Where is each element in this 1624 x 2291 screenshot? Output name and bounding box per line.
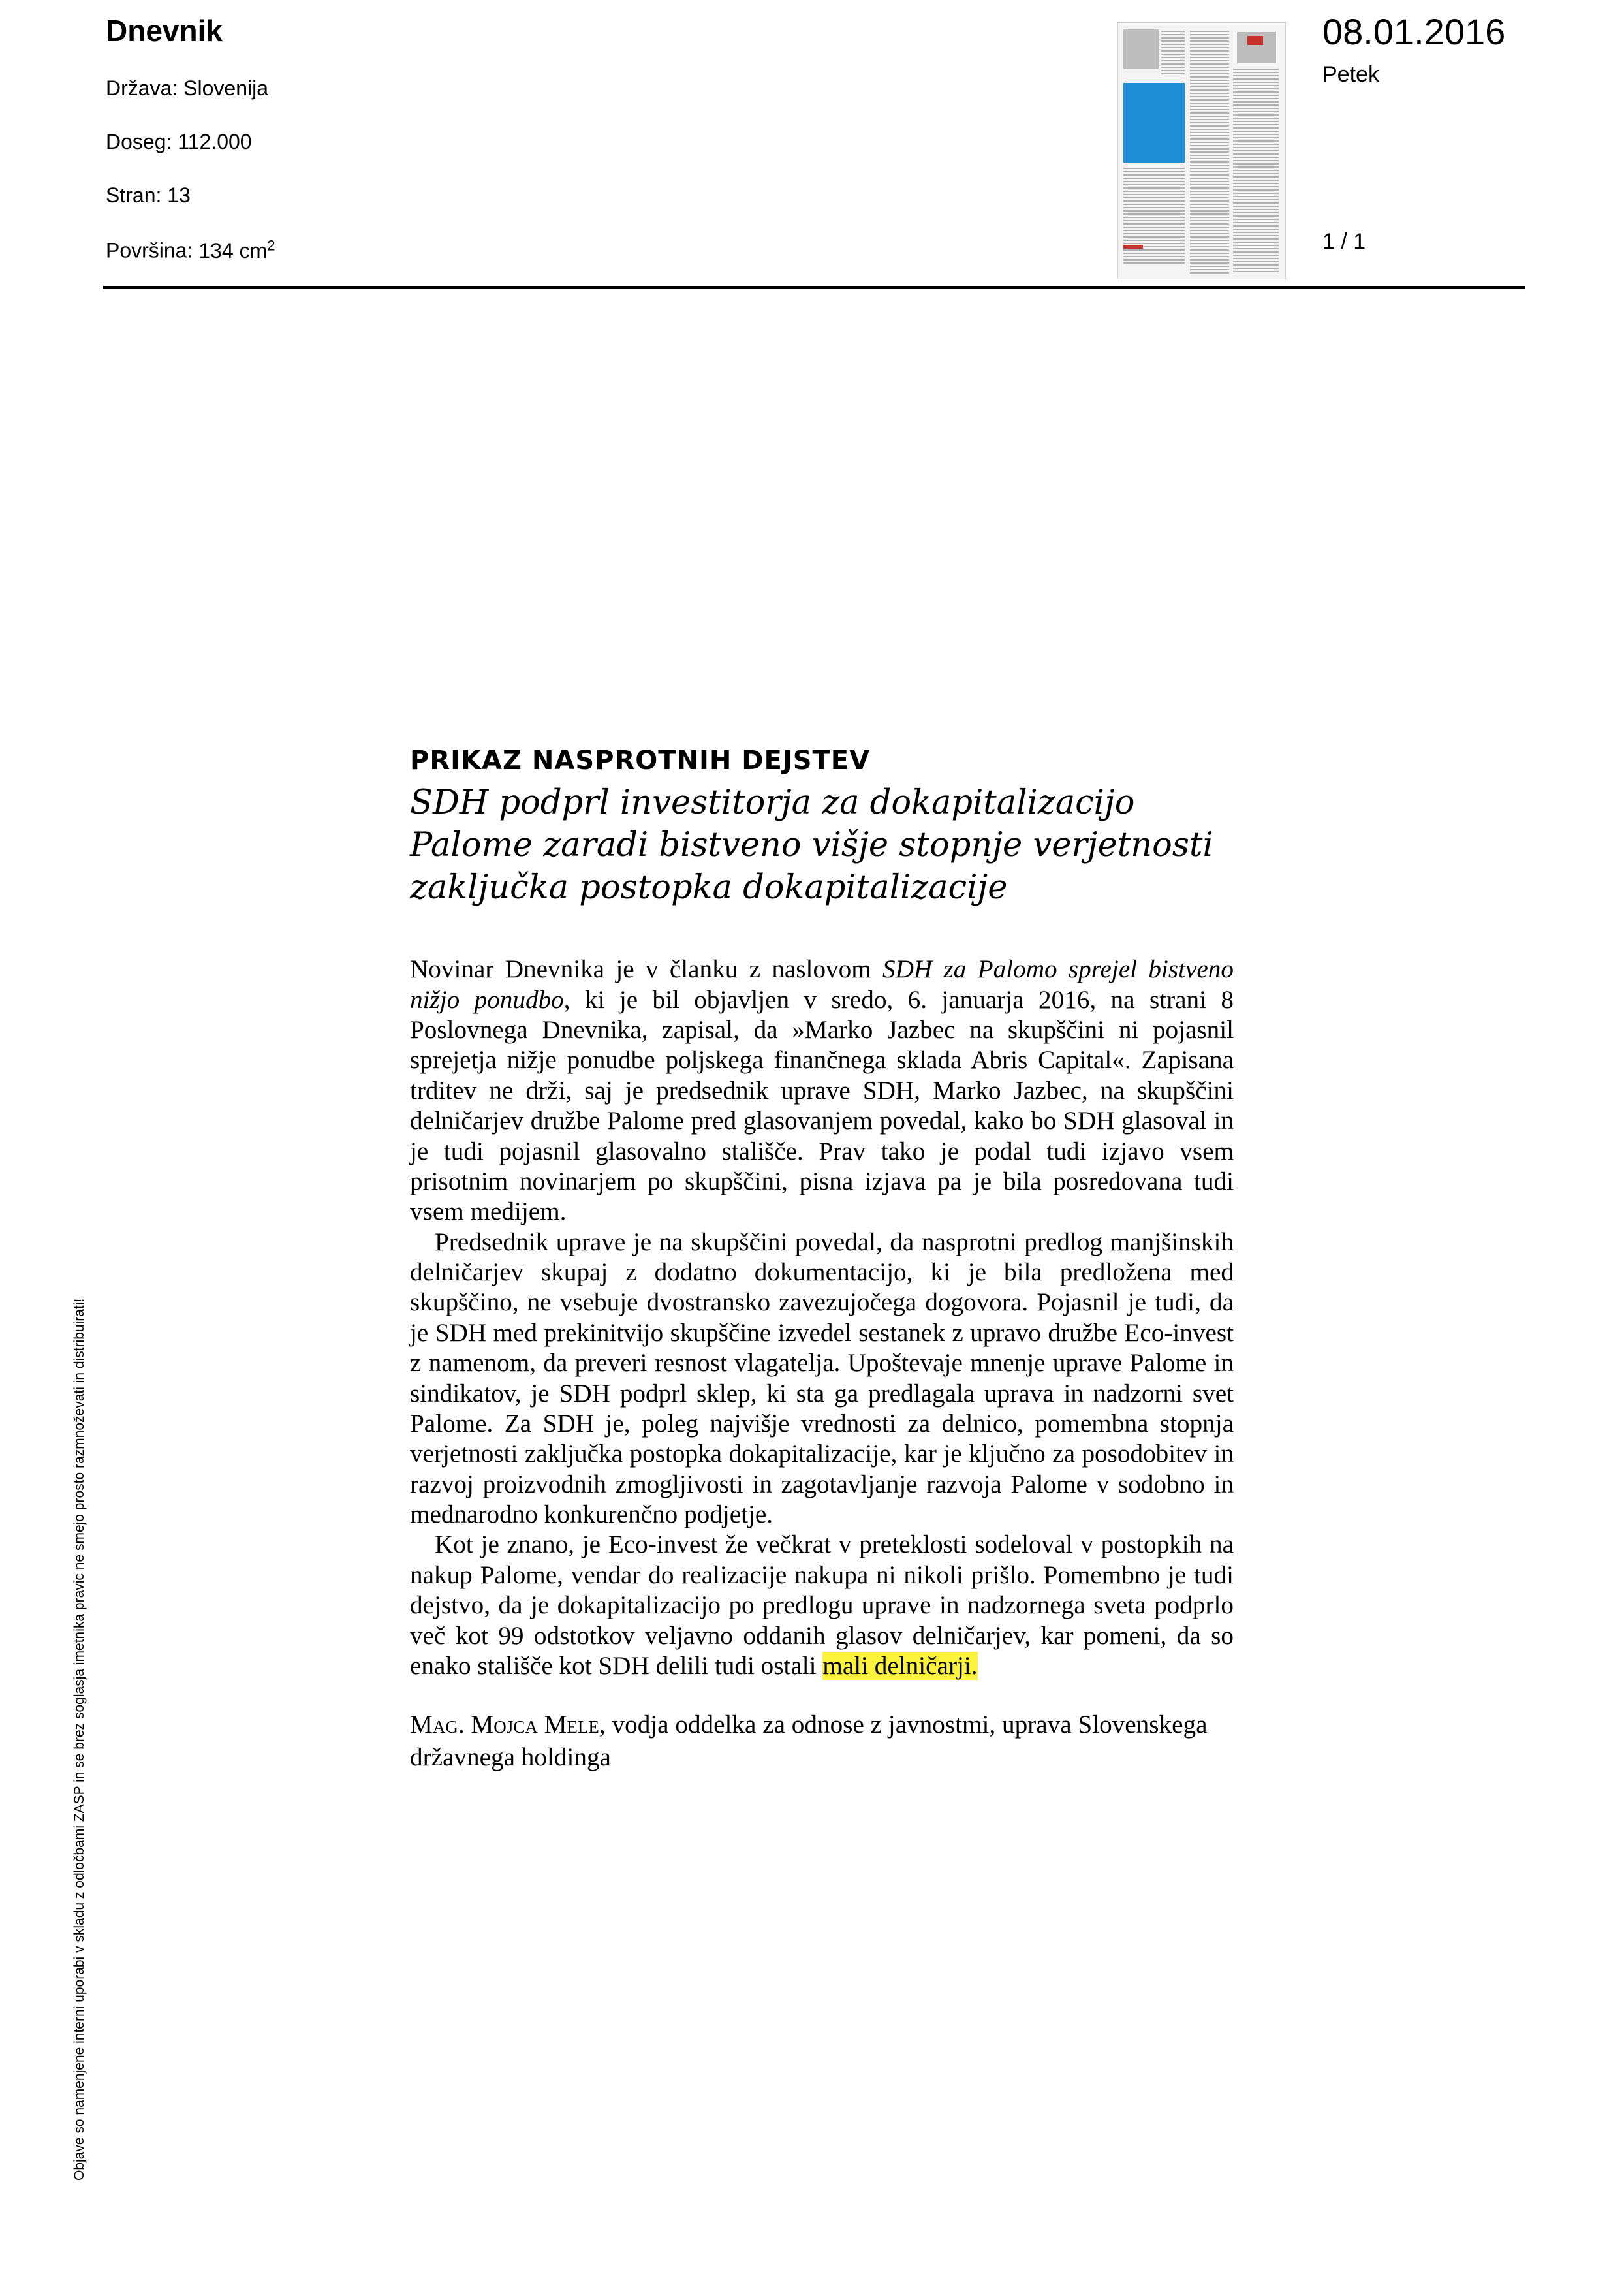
- paragraph-text: , ki je bil objavljen v sredo, 6. januarja 2016, na strani 8 Poslovnega Dnevnika, zapisal, da »Marko Jazbec na skupščini ni pojasnil sprejetja nižje ponudbe poljskega finančnega sklada Abris Capital«. Zapisana trditev ne drži, saj je predsednik uprave SDH, Marko Jazbec, na skupščini delničarjev družbe Palome pred glasovanjem povedal, kako bo SDH glasoval in je tudi pojasnil glasovalno stališče. Prav tako je podal tudi izjavo vsem prisotnim novinarjem po skupščini, pisna izjava pa je bila posredovana tudi vsem medijem.: [410, 985, 1234, 1226]
- thumb-column: [1190, 31, 1229, 274]
- article-headline: SDH podprl investitorja za dokapitalizacijo Palome zaradi bistveno višje stopnje verjetnosti zaključka postopka dokapitalizacije: [410, 783, 1213, 907]
- issue-weekday: Petek: [1322, 62, 1379, 87]
- thumb-photo-box: [1123, 29, 1159, 69]
- meta-area-label: Površina:: [106, 238, 193, 262]
- thumb-blue-box: [1123, 83, 1185, 163]
- page-thumbnail[interactable]: [1117, 22, 1286, 279]
- article-kicker: PRIKAZ NASPROTNIH DEJSTEV: [410, 746, 871, 776]
- header-divider: [103, 286, 1525, 289]
- meta-reach: [106, 131, 252, 153]
- thumb-red-mark: [1247, 36, 1263, 45]
- article-body: [410, 955, 1234, 1681]
- cited-article-title: SDH za Palomo sprejel bistveno nižjo ponudbo: [410, 955, 1234, 1014]
- issue-date: 08.01.2016: [1322, 11, 1506, 52]
- meta-area: [106, 238, 275, 262]
- meta-area-unit-sup: 2: [267, 237, 275, 253]
- article-paragraph: Predsednik uprave je na skupščini povedal, da nasprotni predlog manjšinskih delničarjev skupaj z dodatno dokumentacijo, ki je bila predložena med skupščino, ne vsebuje dvostransko zavezujočega dogovora. Pojasnil je tudi, da je SDH med prekinitvijo skupščine izvedel sestanek z upravo družbe Eco-invest z namenom, da preveri resnost vlagatelja. Upoštevaje mnenje uprave Palome in sindikatov, je SDH podprl sklep, ki sta ga predlagala uprava in nadzorni svet Palome. Za SDH je, poleg najvišje vrednosti za delnico, pomembna stopnja verjetnosti zaključka postopka dokapitalizacije, kar je ključno za posodobitev in razvoj proizvodnih zmogljivosti in zagotavljanje razvoja Palome v sodobno in mednarodno konkurenčno podjetje.: [410, 1227, 1234, 1529]
- paragraph-text: Novinar Dnevnika je v članku z naslovom: [410, 955, 883, 984]
- meta-reach-value: 112.000: [178, 130, 252, 153]
- copyright-disclaimer: Objave so namenjene interni uporabi v skladu z odločbami ZASP in se brez soglasja imetnika pravic ne smejo prosto razmnoževati in distribuirati!: [72, 1298, 87, 2181]
- meta-area-number: 134 cm: [198, 238, 268, 262]
- meta-country-value: Slovenija: [183, 76, 268, 100]
- highlighted-text: mali delničarji.: [822, 1651, 978, 1680]
- meta-country: [106, 77, 268, 100]
- article-clipping: [410, 744, 1234, 1774]
- page-counter: 1 / 1: [1322, 229, 1366, 254]
- signature-name: Mag. Mojca Mele: [410, 1711, 599, 1739]
- meta-country-label: Država:: [106, 76, 178, 100]
- meta-page: [106, 184, 191, 207]
- signature-role: , vodja oddelka za odnose z javnostmi, uprava Slovenskega državnega holdinga: [410, 1711, 1208, 1772]
- article-paragraph: [410, 1530, 1234, 1681]
- meta-area-value: [198, 239, 275, 262]
- thumb-red-mark: [1123, 245, 1143, 249]
- publication-name: Dnevnik: [106, 14, 223, 48]
- meta-page-value: 13: [167, 183, 191, 207]
- thumb-column: [1233, 69, 1279, 274]
- meta-reach-label: Doseg:: [106, 130, 172, 153]
- paragraph-text: Kot je znano, je Eco-invest že večkrat v preteklosti sodeloval v postopkih na nakup Palome, vendar do realizacije nakupa ni nikoli prišlo. Pomembno je tudi dejstvo, da je dokapitalizacijo po predlogu uprave in nadzornega sveta podprlo več kot 99 odstotkov veljavno oddanih glasov delničarjev, kar pomeni, da so enako stališče kot SDH delili tudi ostali: [410, 1530, 1234, 1680]
- thumb-column: [1123, 168, 1185, 266]
- article-signature: [410, 1709, 1234, 1774]
- meta-page-label: Stran:: [106, 183, 162, 207]
- thumb-column: [1161, 31, 1185, 76]
- article-paragraph: [410, 955, 1234, 1227]
